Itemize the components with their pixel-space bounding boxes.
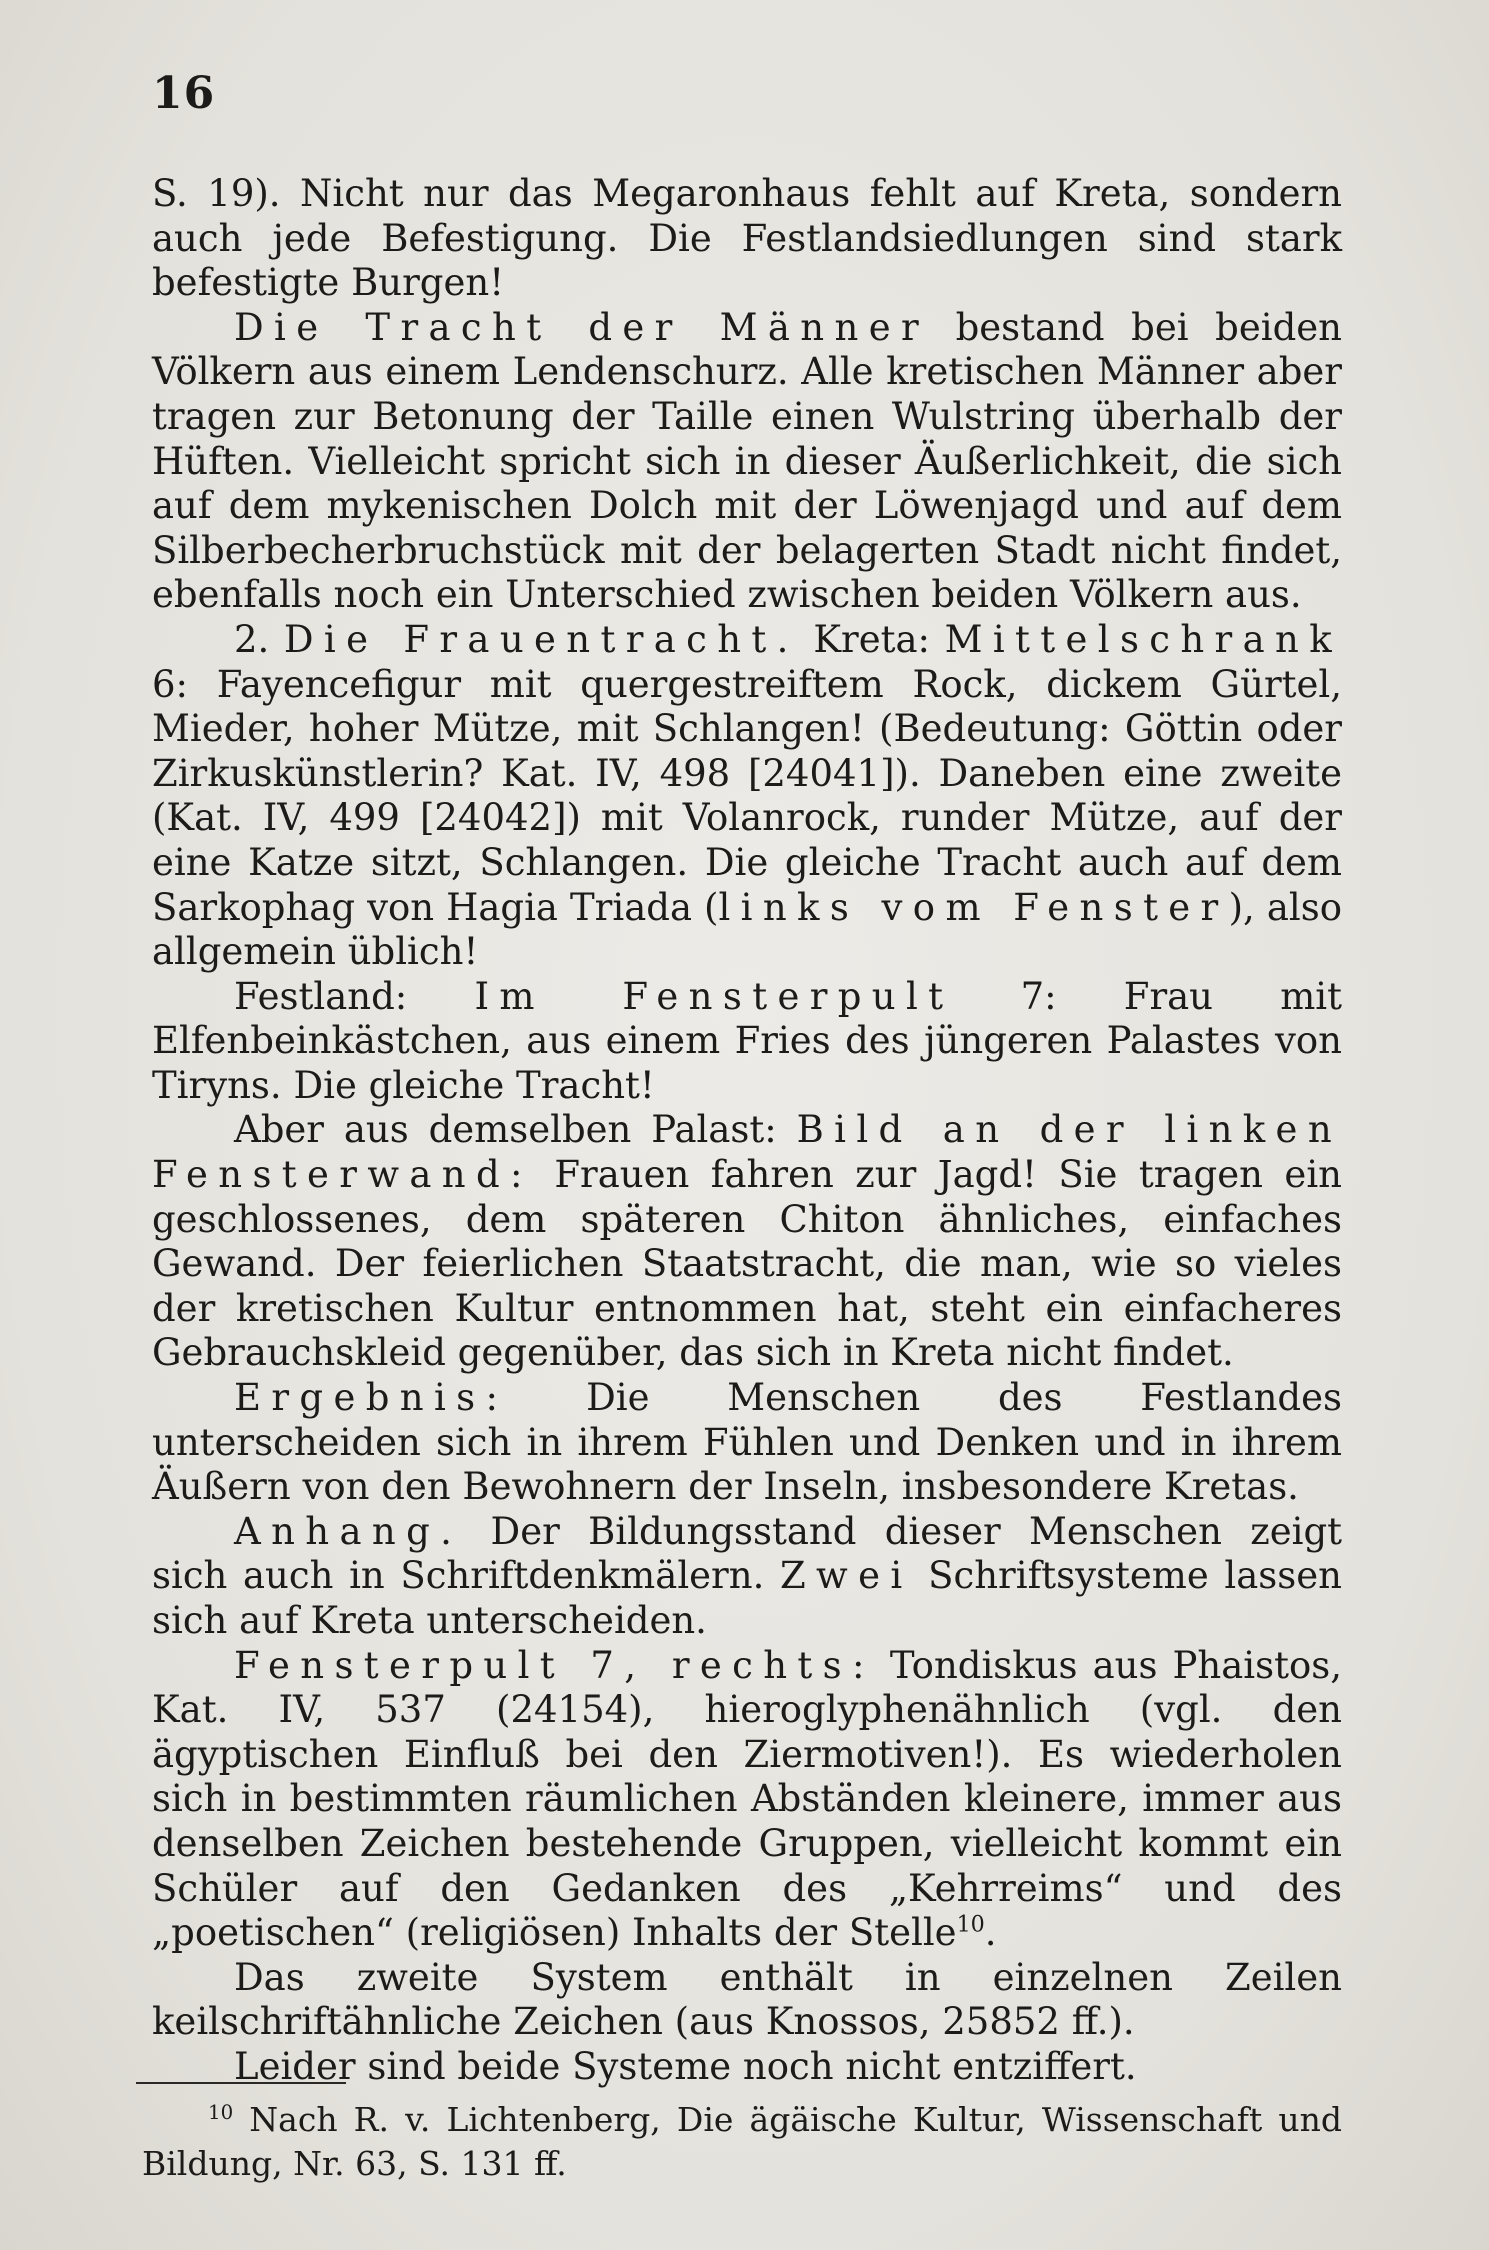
text-run: 6: Fayencefigur mit quergestreiftem Rock, dickem Gürtel, Mieder, hoher Mütze, mit Schlangen! (Bedeutung: Göttin oder Zirkuskünstlerin? Kat. IV, 498 [24041]). Daneben eine zweite (Kat. IV, 499 [24042]) mit Volanrock, runder Mütze, auf der eine Katze sitzt, Schlangen. Die gleiche Tracht auch auf dem Sarkophag von Hagia Triada (: [152, 662, 1342, 929]
body-paragraph: [152, 618, 1342, 975]
text-run: Aber aus demselben Palast:: [234, 1108, 797, 1152]
footnote: [142, 2098, 1342, 2186]
footnote-text: Nach R. v. Lichtenberg, Die ägäische Kultur, Wissenschaft und Bildung, Nr. 63, S. 131 ff.: [142, 2100, 1342, 2183]
text-run: S. 19). Nicht nur das Megaronhaus fehlt auf Kreta, sondern auch jede Befestigung. Die Festlandsiedlungen sind stark befestigte Burgen!: [152, 172, 1342, 305]
spaced-emphasis: Mittelschrank: [944, 617, 1342, 661]
body-paragraph: [152, 975, 1342, 1109]
body-paragraph: [152, 1956, 1342, 2045]
text-run: Leider sind beide Systeme noch nicht entziffert.: [234, 2044, 1137, 2088]
text-run: Tondiskus aus Phaistos, Kat. IV, 537 (24154), hieroglyphenähnlich (vgl. den ägyptischen Einfluß bei den Ziermotiven!). Es wiederholen sich in bestimmten räumlichen Abständen kleinere, immer aus denselben Zeichen bestehende Gruppen, vielleicht kommt ein Schüler auf den Gedanken des „Kehrreims“ und des „poetischen“ (religiösen) Inhalts der Stelle: [152, 1643, 1342, 1955]
spaced-emphasis: Bild an der linken Fensterwand:: [152, 1108, 1343, 1197]
body-paragraph: [152, 1510, 1342, 1644]
body-paragraph: [152, 306, 1342, 618]
text-run: Festland:: [234, 974, 475, 1018]
text-run: Der Bildungsstand dieser Menschen zeigt sich auch in Schriftdenkmälern.: [152, 1509, 1342, 1598]
footnote-rule: [136, 2082, 346, 2084]
spaced-emphasis: Fensterpult 7, rechts:: [234, 1643, 875, 1687]
footnote-reference: 10: [956, 1911, 985, 1938]
text-run: Frauen fahren zur Jagd! Sie tragen ein geschlossenes, dem späteren Chiton ähnliches, einfaches Gewand. Der feierlichen Staatstracht, die man, wie so vieles der kretischen Kultur entnommen hat, steht ein einfacheres Gebrauchskleid gegenüber, das sich in Kreta nicht findet.: [152, 1153, 1342, 1375]
spaced-emphasis: Die Tracht der Männer: [234, 305, 929, 349]
body-paragraph: [152, 172, 1342, 306]
text-run: 7: Frau mit Elfenbeinkästchen, aus einem Fries des jüngeren Palastes von Tiryns. Die gleiche Tracht!: [152, 974, 1342, 1107]
body-text: [152, 172, 1342, 2090]
page-number: 16: [152, 68, 216, 119]
spaced-emphasis: Anhang.: [234, 1509, 463, 1553]
spaced-emphasis: links vom Fenster: [718, 885, 1229, 929]
spaced-emphasis: Im Fensterpult: [474, 974, 954, 1018]
text-run: ), also allgemein üblich!: [152, 885, 1342, 974]
body-paragraph: [152, 1376, 1342, 1510]
text-run: Die Menschen des Festlandes unterscheiden sich in ihrem Fühlen und Denken und in ihrem Äußern von den Bewohnern der Inseln, insbesondere Kretas.: [152, 1376, 1342, 1509]
spaced-emphasis: Ergebnis:: [234, 1376, 509, 1420]
footnote-paragraph: [142, 2098, 1342, 2186]
text-run: Schriftsysteme lassen sich auf Kreta unterscheiden.: [152, 1554, 1342, 1642]
text-run: Kreta:: [798, 617, 945, 661]
text-run: .: [984, 1911, 997, 1955]
text-run: 2.: [234, 617, 284, 661]
body-paragraph: [152, 1108, 1342, 1376]
text-run: Das zweite System enthält in einzelnen Zeilen keilschriftähnliche Zeichen (aus Knossos, 25852 ff.).: [152, 1955, 1342, 2044]
footnote-marker: 10: [208, 2101, 234, 2124]
spaced-emphasis: Zwei: [779, 1554, 913, 1598]
body-paragraph: [152, 1644, 1342, 1956]
text-run: bestand bei beiden Völkern aus einem Lendenschurz. Alle kretischen Männer aber tragen zur Betonung der Taille einen Wulstring überhalb der Hüften. Vielleicht spricht sich in dieser Äußerlichkeit, die sich auf dem mykenischen Dolch mit der Löwenjagd und auf dem Silberbecherbruchstück mit der belagerten Stadt nicht findet, ebenfalls noch ein Unterschied zwischen beiden Völkern aus.: [152, 305, 1342, 617]
spaced-emphasis: Die Frauentracht.: [283, 617, 799, 661]
